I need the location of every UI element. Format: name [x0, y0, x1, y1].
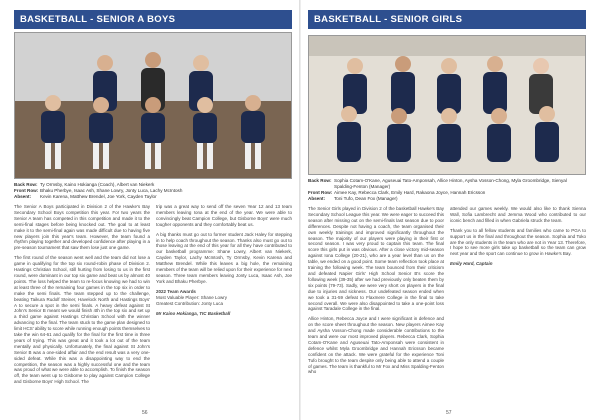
article-column-1 [308, 206, 444, 379]
signoff: Mr Kaino Hokianga, TIC Basketball [156, 310, 231, 316]
caption-names: Toni Tufo, Dean Fox (Manager) [334, 196, 398, 201]
caption-label: Front Row: [14, 188, 39, 193]
paragraph: Allice Hinton, Rebecca Joyce and I were significant in defence and on the score sheet throughout the season. New players Aimee Kay and Aysha Vosson-Chong made considerable contributions to the team and were our most improved players. Rebecca Clark, Sophia Cotam-O'Kane and Aguseuai Tato-Amponsah were consistent in defence whilst Myla Groombridge and Hannah Ericsson became confident on the attack. We were grateful for the experience Toni Tufo brought to the team despite only being able to attend a couple of games. The team is thankful to Mr Fox and Miss Spalding-Fenton who [308, 316, 444, 375]
page-number: 57 [446, 410, 452, 416]
photo-caption [308, 178, 586, 202]
caption-names: Ty Ormsby, Kaino Hokianga (Coach), Albert van Niekerk [40, 182, 155, 187]
caption-back-row [308, 178, 586, 190]
caption-names: Bhaku Pherbye, Isaac Ash, Shane Lowry, Jonty Luca, Lachy McIntosh [40, 188, 183, 193]
paragraph: Thank you to all fellow students and families who came to PGA to support us in the final and throughout the season. Sophia and Toko are the only students in the team who are not in Year 13. Therefore, I hope to see more girls take up basketball so the team can grow next year and the sport can continue to grow in Hawke's Bay. [450, 227, 586, 257]
article-columns [308, 206, 586, 379]
page-title: BASKETBALL - SENIOR A BOYS [14, 10, 292, 29]
caption-names: Kevin Karena, Matthew Brendel, Joe York, Cayden Taylor [40, 194, 157, 199]
caption-label: Absent: [308, 196, 326, 201]
caption-label: Absent: [14, 194, 32, 199]
caption-label: Back Row: [14, 182, 38, 187]
caption-absent [14, 194, 292, 200]
award-line: Greatest Contribution: Jonty Luca [156, 300, 224, 306]
page-number: 56 [142, 410, 148, 416]
team-photo-girls [308, 35, 586, 175]
team-photo-illustration [309, 36, 585, 174]
caption-absent [308, 196, 586, 202]
article-columns [14, 204, 292, 389]
paragraph: The Senior A Boys participated in Division 2 of the Hawke's Bay Secondary School Boys competition this year. For two years the Senior A team has competed in this competition and made it to the semi-final stages before being knocked out. The goal to at least make it to the semi-final again was made difficult due to having five new players join this year's team. However, the team found a rhythm playing together and developed confidence after playing in a pre-season tournament that saw them lose just one game. [14, 204, 150, 251]
award-line: Most Valuable Player: Shane Lowry [156, 294, 227, 300]
paragraph: attended our games weekly. We would also like to thank Sienna Wall, Sofia Lambrecht and Jemma Wood who contributed to our iconic bench and filled in when Gabriela struck the team. [450, 206, 586, 223]
signoff: Emily Hard, Captain [450, 261, 493, 267]
caption-names: Sophia Cotam-O'Kane, Aguseuai Tato-Amponsah, Allice Hinton, Aysha Vosson-Chong, Myla Groombridge, Sienyal Spalding-Fenton (Manager) [334, 178, 567, 189]
article-column-2 [450, 206, 586, 379]
team-photo-illustration [15, 33, 291, 178]
paragraph: trip was a great way to send off the seven Year 12 and 13 team members leaving Iona at the end of the year. We were able to convincingly beat Campion College, but Gisborne Boys' were much tougher opponents and they comfortably beat us. [156, 204, 292, 227]
paragraph: A big thanks must go out to former student Jack Haley for stepping in to help coach throughout the season. Thanks also must go out to those leaving at the end of this year for all they have contributed to our basketball programme: Shane Lowry, Albert van Niekerk, Cayden Taylor, Lachy McIntosh, Ty Ormsby, Kevin Karena and Matthew Brendel. While this leaves a big hole, the remaining members of the team will be relied upon for their experience for next season. Three team members leaving Jonty Luca, Isaac Ash, Joe York and Bhaku Pherbye. [156, 231, 292, 284]
right-page [300, 0, 600, 420]
photo-caption [14, 182, 292, 200]
caption-names: Aimee Kay, Rebecca Clark, Emily Hard, Rakaona Joyce, Hannah Ericsson [334, 190, 486, 195]
article-column-2 [156, 204, 292, 389]
caption-label: Front Row: [308, 190, 333, 195]
awards-title: 2022 Team Awards [156, 288, 196, 294]
team-photo-boys [14, 32, 292, 179]
paragraph: The Senior Girls played in Division 2 of the basketball Hawke's Bay Secondary School League this year. We were eager to succeed this season after missing out on the semi-finals last season due to poor differences. Despite not having a coach, the team organised their own weekly trainings and improved significantly throughout the season. The majority of our players were playing in their first or second season. I was very proud to captain this team. The final score this girls put in was obvious. After a close victory mid-season against Iona College (20-21), who are a year level than us on the table, we ended on a good point. Some team reflection took place at training the following week. The team bounced from their criticism and defeated Napier Girls' High School Senior B's score the following week (39-35) after we had previously only beaten them by six points (79-73). Sadly, we were very short on players in the final due to injuries and sickness. Our undefeated season ended when we took a 31-59 defeat to Flaxmere College in the final to take second overall. We were also disappointed to take a one-point loss against Taradale College in the final. [308, 206, 444, 312]
caption-label: Back Row: [308, 178, 332, 183]
article-column-1 [14, 204, 150, 389]
paragraph: The first round of the season went well and the team did not lose a game in qualifying for the top six round-robin phase of Division 2. Hastings Christian School, still hurting from losing to us in the first round, were dominant in our top six game and beat us by almost 40 points. The loss helped the team to re-focus knowing we had to win at least three of the remaining four games in the top six in order to make the semi finals. The team stepped up to the challenge, beating Taikura Rudolf Steiner, Havelock North and Hastings Boys' A to secure a spot in the semi finals. A heavy defeat against St John's Senior B meant we would finish 4th in the top six and set up a third game against Hastings Christian School with the winner advancing to the final. The team stuck to the game plan designed to limit HCS' ability to score while running enough points themselves to take the win 64-61 and qualify for the final for the first time in three years of trying. This was great and it took a lot out of the team mentally and physically. Unfortunately, the final against St John's Senior B was a one-sided affair and the end result was a very one-sided defeat. While this was a disappointing way to end the competition, the season was a highly successful one and the team was proud of what we were able to accomplish. To finish the season off, the team went up to Gisborne to play against Campion College and Gisborne Boys' High School. The [14, 255, 150, 385]
page-title: BASKETBALL - SENIOR GIRLS [308, 10, 586, 29]
